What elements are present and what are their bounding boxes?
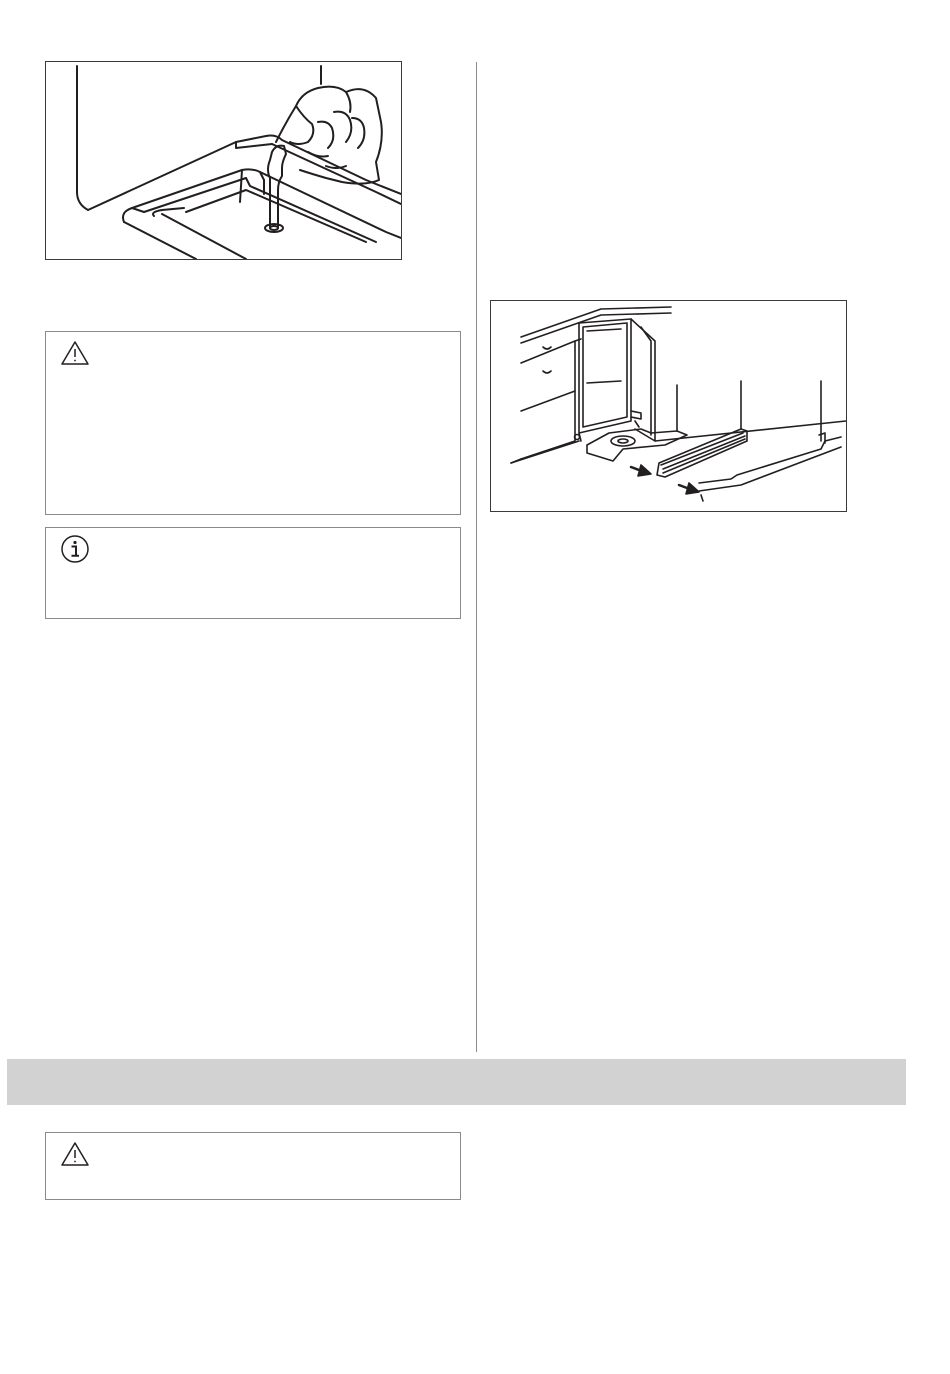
warning-note-box <box>45 1132 461 1200</box>
warning-triangle-icon <box>60 340 90 366</box>
warning-triangle-icon <box>60 1141 90 1167</box>
plinth-removal-illustration <box>491 301 846 511</box>
sink-drain-illustration <box>46 62 401 259</box>
column-divider <box>476 62 477 1052</box>
info-circle-icon <box>60 534 90 564</box>
section-heading-band <box>7 1059 906 1105</box>
warning-note-box <box>45 331 461 515</box>
info-note-box <box>45 527 461 619</box>
plinth-removal-figure <box>490 300 847 512</box>
sink-drain-figure <box>45 61 402 260</box>
